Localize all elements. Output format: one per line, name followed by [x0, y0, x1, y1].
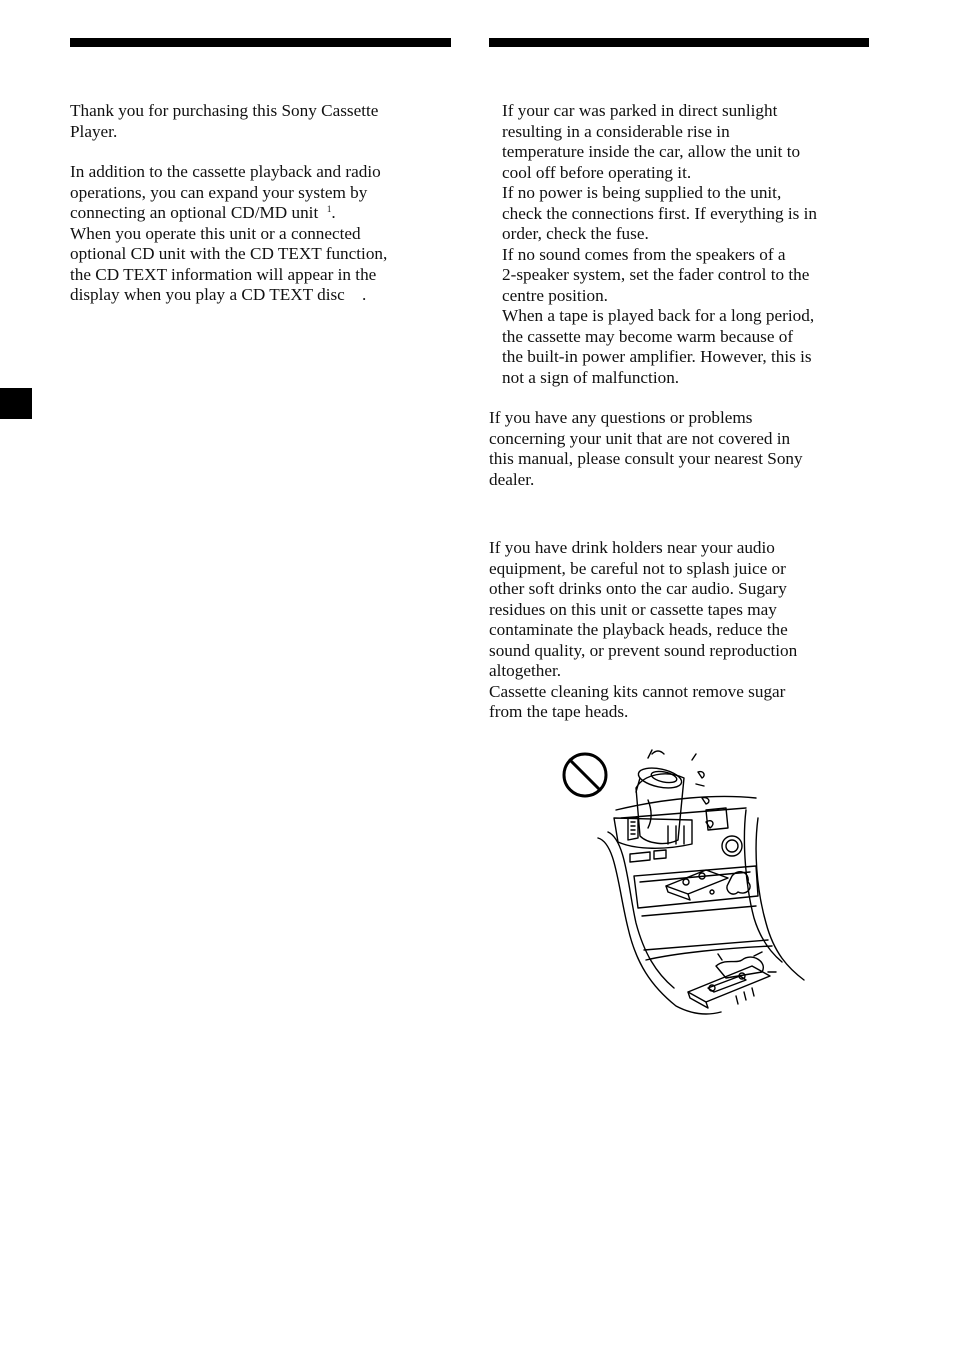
text-line: the cassette may become warm because of [502, 326, 794, 346]
text-line: resulting in a considerable rise in [502, 121, 730, 141]
text-line: Thank you for purchasing this Sony Cassette [70, 101, 379, 120]
text-segment: display when you play a CD TEXT disc [70, 285, 345, 304]
text-line: When you operate this unit or a connected [70, 223, 361, 243]
text-line: check the connections first. If everything is in [502, 203, 818, 223]
text-line: Player. [70, 121, 118, 141]
tipping-cup-icon [614, 750, 713, 848]
text-line: sound quality, or prevent sound reproduction [489, 640, 798, 660]
intro-paragraph [70, 101, 378, 142]
text-line: If your car was parked in direct sunlight [502, 101, 778, 120]
text-segment: . [331, 203, 336, 222]
drink-spill-illustration [556, 748, 806, 1016]
text-line: If no sound comes from the speakers of a [502, 244, 786, 264]
text-line [70, 285, 387, 306]
text-line [70, 203, 387, 224]
text-line: this manual, please consult your nearest Sony [489, 449, 803, 468]
text-line: equipment, be careful not to splash juice or [489, 558, 786, 578]
text-line: centre position. [502, 285, 608, 305]
text-line: dealer. [489, 469, 535, 489]
text-line: concerning your unit that are not covered in [489, 428, 791, 448]
text-segment: . [362, 285, 367, 304]
text-line: operations, you can expand your system by [70, 182, 368, 202]
dashboard-console [598, 797, 804, 1015]
text-line: order, check the fuse. [502, 224, 649, 243]
no-entry-icon [564, 754, 606, 796]
precautions-list [502, 101, 817, 388]
text-line: Cassette cleaning kits cannot remove sugar [489, 681, 786, 701]
spilled-cassette-icon [688, 952, 776, 1008]
text-line: temperature inside the car, allow the unit to [502, 142, 801, 161]
drink-holder-paragraph [489, 538, 797, 723]
text-line: other soft drinks onto the car audio. Sugary [489, 579, 787, 598]
cassette-in-slot-icon [666, 870, 750, 900]
text-line: altogether. [489, 661, 562, 680]
questions-paragraph [489, 408, 803, 490]
text-line: 2-speaker system, set the fader control to the [502, 265, 810, 284]
text-line: In addition to the cassette playback and radio [70, 162, 381, 181]
text-line: optional CD unit with the CD TEXT function, [70, 244, 388, 263]
footnote-marker: 1 [326, 204, 332, 214]
text-line: the built-in power amplifier. However, this is [502, 347, 812, 366]
right-header-rule [489, 38, 869, 47]
left-header-rule [70, 38, 451, 47]
text-segment: connecting an optional CD/MD unit [70, 203, 319, 222]
text-line: If you have drink holders near your audio [489, 538, 775, 557]
page-edge-tab [0, 388, 32, 419]
text-line: cool off before operating it. [502, 162, 692, 182]
text-line: If you have any questions or problems [489, 408, 753, 427]
text-line: If no power is being supplied to the unit, [502, 183, 782, 202]
text-line: the CD TEXT information will appear in the [70, 264, 377, 284]
text-line: not a sign of malfunction. [502, 367, 680, 387]
text-line: contaminate the playback heads, reduce the [489, 620, 788, 639]
text-line: When a tape is played back for a long period, [502, 306, 815, 325]
expansion-paragraph [70, 162, 387, 306]
text-line: residues on this unit or cassette tapes may [489, 599, 777, 619]
text-line: from the tape heads. [489, 702, 629, 721]
